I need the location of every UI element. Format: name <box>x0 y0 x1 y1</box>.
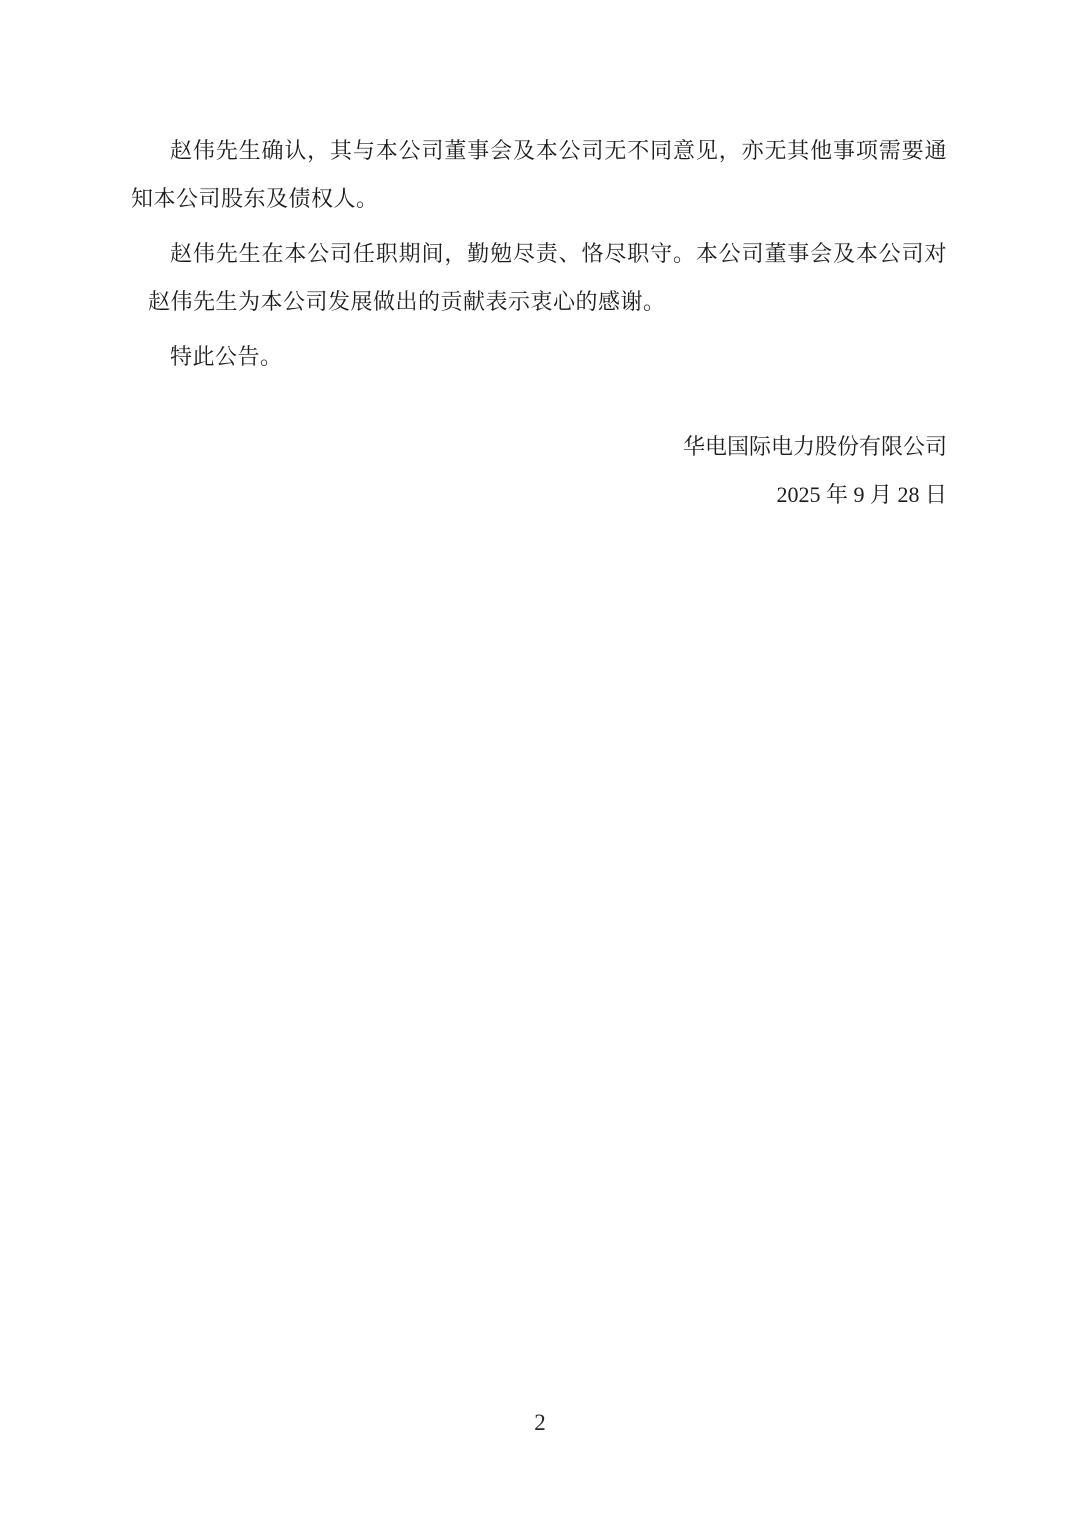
page-number: 2 <box>534 1410 546 1435</box>
signature-date: 2025 年 9 月 28 日 <box>776 482 947 507</box>
paragraph-gratitude: 赵伟先生在本公司任职期间，勤勉尽责、恪尽职守。本公司董事会及本公司对赵伟先生为本公司发展做出的贡献表示衷心的感谢。 <box>148 241 947 314</box>
paragraph-confirmation: 赵伟先生确认，其与本公司董事会及本公司无不同意见，亦无其他事项需要通知本公司股东及债权人。 <box>131 138 947 211</box>
signature-company: 华电国际电力股份有限公司 <box>682 434 947 459</box>
signature-block <box>131 423 947 519</box>
closing-line: 特此公告。 <box>170 344 283 369</box>
document-body <box>0 0 1080 519</box>
